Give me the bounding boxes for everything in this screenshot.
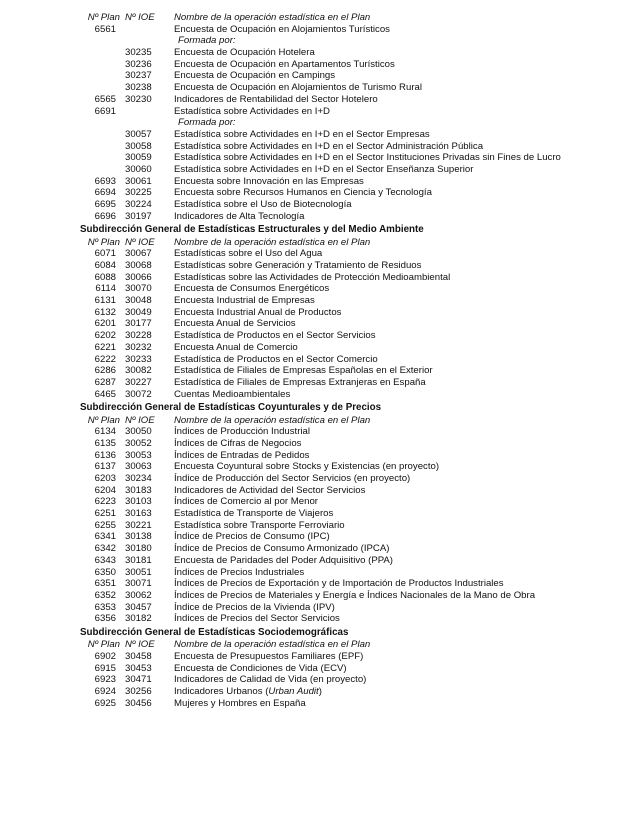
formed-by-label-row bbox=[0, 117, 642, 129]
plan-number: 6131 bbox=[94, 295, 116, 307]
operation-name-text: Estadísticas sobre el Uso del Agua bbox=[174, 248, 323, 260]
operation-name-text: Indicadores de Calidad de Vida (en proyecto) bbox=[174, 674, 367, 686]
plan-number: 6353 bbox=[94, 601, 116, 613]
operation-name-text: Cuentas Medioambientales bbox=[174, 388, 291, 400]
ioe-number: 30070 bbox=[125, 283, 152, 295]
ioe-number: 30057 bbox=[125, 128, 152, 140]
operation-name-text: Formada por: bbox=[178, 117, 236, 129]
table-row bbox=[0, 590, 642, 602]
ioe-number: 30050 bbox=[125, 426, 152, 438]
operation-name bbox=[174, 283, 329, 295]
operation-name bbox=[174, 260, 421, 272]
ioe-number: 30471 bbox=[125, 674, 152, 686]
table-row bbox=[0, 438, 642, 450]
plan-number: 6286 bbox=[94, 365, 116, 377]
plan-number: 6925 bbox=[94, 697, 116, 709]
table-row bbox=[0, 129, 642, 141]
operation-name bbox=[174, 426, 310, 438]
table-row bbox=[0, 70, 642, 82]
ioe-number: 30457 bbox=[125, 601, 152, 613]
operation-name bbox=[174, 590, 535, 602]
table-header-row bbox=[0, 237, 642, 249]
operation-name-text: Encuesta de Consumos Energéticos bbox=[174, 283, 330, 295]
ioe-number: 30062 bbox=[125, 589, 152, 601]
table-header-row bbox=[0, 415, 642, 427]
operation-name bbox=[174, 602, 335, 614]
plan-number: 6071 bbox=[94, 248, 116, 260]
operation-name-text: Encuesta sobre Recursos Humanos en Ciencia y Tecnología bbox=[174, 187, 432, 199]
table-row bbox=[0, 508, 642, 520]
operation-name bbox=[174, 211, 305, 223]
table-row bbox=[0, 578, 642, 590]
operation-name bbox=[174, 106, 330, 118]
header-ioe-number: Nº IOE bbox=[125, 12, 155, 23]
operation-name bbox=[174, 651, 363, 663]
operation-name bbox=[174, 578, 504, 590]
operation-name bbox=[174, 567, 304, 579]
plan-number: 6902 bbox=[94, 650, 116, 662]
ioe-number: 30458 bbox=[125, 650, 152, 662]
operation-name-text: Estadística sobre Actividades en I+D en el Sector Empresas bbox=[174, 128, 430, 140]
operation-name bbox=[174, 176, 364, 188]
table-row bbox=[0, 295, 642, 307]
table-row bbox=[0, 520, 642, 532]
operation-name bbox=[174, 129, 430, 141]
operation-name bbox=[174, 365, 433, 377]
operation-name bbox=[174, 686, 322, 698]
table-row bbox=[0, 330, 642, 342]
plan-number: 6084 bbox=[94, 260, 116, 272]
plan-number: 6343 bbox=[94, 554, 116, 566]
table-row bbox=[0, 283, 642, 295]
table-row bbox=[0, 82, 642, 94]
ioe-number: 30052 bbox=[125, 437, 152, 449]
plan-number: 6565 bbox=[94, 93, 116, 105]
ioe-number: 30068 bbox=[125, 260, 152, 272]
operation-name bbox=[174, 543, 389, 555]
section-title: Subdirección General de Estadísticas Coyunturales y de Precios bbox=[80, 402, 382, 414]
operation-name-text: Índice de Precios de Consumo (IPC) bbox=[174, 531, 330, 543]
table-row bbox=[0, 698, 642, 710]
table-row bbox=[0, 602, 642, 614]
operation-name bbox=[174, 342, 298, 354]
operation-name-text: Índices de Precios del Sector Servicios bbox=[174, 613, 340, 625]
plan-number: 6696 bbox=[94, 210, 116, 222]
plan-number: 6203 bbox=[94, 473, 116, 485]
header-ioe-number: Nº IOE bbox=[125, 639, 155, 651]
operation-name bbox=[174, 141, 483, 153]
ioe-number: 30183 bbox=[125, 484, 152, 496]
operation-name-text: Encuesta de Ocupación Hotelera bbox=[174, 47, 315, 59]
section-title: Subdirección General de Estadísticas Sociodemográficas bbox=[80, 626, 349, 638]
ioe-number: 30256 bbox=[125, 686, 152, 698]
table-row bbox=[0, 365, 642, 377]
plan-number: 6287 bbox=[94, 376, 116, 388]
plan-number: 6088 bbox=[94, 271, 116, 283]
operation-name-text: Encuesta de Paridades del Poder Adquisitivo (PPA) bbox=[174, 554, 394, 566]
ioe-number: 30227 bbox=[125, 376, 152, 388]
header-operation-name: Nombre de la operación estadística en el Plan bbox=[174, 12, 371, 23]
plan-number: 6561 bbox=[94, 23, 116, 35]
header-ioe-number: Nº IOE bbox=[125, 414, 155, 426]
table-row bbox=[0, 24, 642, 36]
operation-name-text: Estadística sobre Transporte Ferroviario bbox=[174, 519, 345, 531]
ioe-number: 30060 bbox=[125, 163, 152, 175]
operation-name-text: Encuesta de Ocupación en Alojamientos Turísticos bbox=[174, 23, 390, 35]
operation-name-text: Índice de Precios de Consumo Armonizado (IPCA) bbox=[174, 543, 390, 555]
operation-name-text: Estadística sobre Actividades en I+D en el Sector Instituciones Privadas sin Fines de Lucro bbox=[174, 152, 561, 164]
plan-number: 6114 bbox=[95, 283, 116, 295]
table-row bbox=[0, 47, 642, 59]
operation-name bbox=[174, 272, 450, 284]
ioe-number: 30082 bbox=[125, 365, 152, 377]
table-row bbox=[0, 307, 642, 319]
operation-name bbox=[174, 354, 378, 366]
table-row bbox=[0, 461, 642, 473]
ioe-number: 30237 bbox=[125, 70, 152, 82]
operation-name-text: Índices de Producción Industrial bbox=[174, 426, 310, 438]
operation-name-text: Indicadores de Actividad del Sector Servicios bbox=[174, 484, 366, 496]
ioe-number: 30051 bbox=[125, 566, 152, 578]
plan-number: 6351 bbox=[94, 578, 116, 590]
ioe-number: 30233 bbox=[125, 353, 152, 365]
table-row bbox=[0, 426, 642, 438]
ioe-number: 30232 bbox=[125, 341, 152, 353]
operation-name bbox=[174, 187, 432, 199]
table-header-row bbox=[0, 639, 642, 651]
operation-name bbox=[174, 82, 422, 94]
plan-number: 6693 bbox=[94, 175, 116, 187]
ioe-number: 30235 bbox=[125, 47, 152, 59]
table-row bbox=[0, 651, 642, 663]
header-operation-name: Nombre de la operación estadística en el Plan bbox=[174, 236, 371, 248]
table-row bbox=[0, 272, 642, 284]
ioe-number: 30181 bbox=[125, 554, 152, 566]
operation-name-text: Índices de Comercio al por Menor bbox=[174, 496, 318, 508]
operation-name-text: Encuesta de Presupuestos Familiares (EPF) bbox=[174, 650, 364, 662]
ioe-number: 30456 bbox=[125, 697, 152, 709]
operation-name bbox=[174, 70, 335, 82]
plan-number: 6350 bbox=[94, 566, 116, 578]
ioe-number: 30228 bbox=[125, 330, 152, 342]
operation-name bbox=[174, 613, 340, 625]
ioe-number: 30067 bbox=[125, 248, 152, 260]
table-row bbox=[0, 211, 642, 223]
operation-name bbox=[174, 531, 330, 543]
operation-name bbox=[174, 47, 315, 59]
operation-name-text: Estadística de Productos en el Sector Comercio bbox=[174, 353, 378, 365]
operation-name-text: Estadística sobre Actividades en I+D en el Sector Administración Pública bbox=[174, 140, 484, 152]
ioe-number: 30197 bbox=[125, 210, 152, 222]
operation-name bbox=[174, 377, 426, 389]
operation-name bbox=[174, 94, 378, 106]
operation-name bbox=[174, 24, 390, 36]
operation-name bbox=[174, 438, 301, 450]
table-row bbox=[0, 450, 642, 462]
operation-name-text: Encuesta Industrial de Empresas bbox=[174, 295, 315, 307]
operation-name-text: Indicadores de Alta Tecnología bbox=[174, 210, 305, 222]
plan-number: 6251 bbox=[94, 508, 116, 520]
ioe-number: 30066 bbox=[125, 271, 152, 283]
operation-name bbox=[174, 461, 439, 473]
operation-name bbox=[174, 152, 561, 164]
plan-number: 6201 bbox=[94, 318, 116, 330]
operation-name-text: Estadística de Transporte de Viajeros bbox=[174, 508, 334, 520]
operation-name-text: Encuesta Industrial Anual de Productos bbox=[174, 306, 342, 318]
plan-number: 6694 bbox=[94, 187, 116, 199]
operation-name bbox=[174, 330, 376, 342]
table-row bbox=[0, 342, 642, 354]
plan-number: 6915 bbox=[94, 662, 116, 674]
ioe-number: 30053 bbox=[125, 449, 152, 461]
ioe-number: 30234 bbox=[125, 473, 152, 485]
ioe-number: 30071 bbox=[125, 578, 152, 590]
section-title: Subdirección General de Estadísticas Estructurales y del Medio Ambiente bbox=[80, 224, 424, 236]
table-row bbox=[0, 164, 642, 176]
operation-name bbox=[174, 555, 393, 567]
operation-name-text: Encuesta Anual de Comercio bbox=[174, 341, 298, 353]
table-row bbox=[0, 377, 642, 389]
plan-number: 6134 bbox=[94, 426, 116, 438]
operation-name-text: Formada por: bbox=[178, 35, 236, 47]
plan-number: 6132 bbox=[94, 306, 116, 318]
table-row bbox=[0, 686, 642, 698]
ioe-number: 30182 bbox=[125, 613, 152, 625]
ioe-number: 30236 bbox=[125, 58, 152, 70]
operation-name-text: Encuesta de Condiciones de Vida (ECV) bbox=[174, 662, 347, 674]
operation-name-text: Índices de Cifras de Negocios bbox=[174, 437, 302, 449]
plan-number: 6695 bbox=[94, 199, 116, 210]
header-operation-name: Nombre de la operación estadística en el Plan bbox=[174, 639, 371, 651]
operation-name-tail: ) bbox=[318, 686, 322, 698]
operation-name-text: Mujeres y Hombres en España bbox=[174, 697, 306, 709]
ioe-number: 30180 bbox=[125, 543, 152, 555]
table-row bbox=[0, 531, 642, 543]
operation-name-text: Estadísticas sobre las Actividades de Protección Medioambiental bbox=[174, 271, 451, 283]
operation-name-text: Índice de Precios de la Vivienda (IPV) bbox=[174, 601, 335, 613]
ioe-number: 30230 bbox=[125, 93, 152, 105]
table-row bbox=[0, 187, 642, 199]
ioe-number: 30238 bbox=[125, 82, 152, 94]
operation-name-text: Estadística de Filiales de Empresas Extranjeras en España bbox=[174, 376, 426, 388]
ioe-number: 30224 bbox=[125, 199, 152, 210]
header-plan-number: Nº Plan bbox=[87, 12, 120, 23]
plan-number: 6135 bbox=[94, 437, 116, 449]
operation-name bbox=[174, 59, 395, 71]
operation-name-text: Índices de Precios de Exportación y de Importación de Productos Industriales bbox=[174, 578, 504, 590]
formed-by-label-row bbox=[0, 35, 642, 47]
operation-name bbox=[174, 520, 345, 532]
operation-name-text: Índices de Entradas de Pedidos bbox=[174, 449, 310, 461]
operation-name-text: Encuesta de Ocupación en Campings bbox=[174, 70, 336, 82]
ioe-number: 30221 bbox=[125, 519, 152, 531]
operation-name bbox=[174, 389, 290, 401]
table-row bbox=[0, 248, 642, 260]
plan-number: 6137 bbox=[94, 461, 116, 473]
ioe-number: 30063 bbox=[125, 461, 152, 473]
table-row bbox=[0, 674, 642, 686]
operation-name-text: Índice de Producción del Sector Servicios (en proyecto) bbox=[174, 473, 411, 485]
plan-number: 6691 bbox=[94, 105, 116, 117]
table-row bbox=[0, 59, 642, 71]
table-row bbox=[0, 485, 642, 497]
operation-name-text: Estadística de Productos en el Sector Servicios bbox=[174, 330, 376, 342]
operation-name-text: Indicadores de Rentabilidad del Sector Hotelero bbox=[174, 93, 378, 105]
header-ioe-number: Nº IOE bbox=[125, 236, 155, 248]
table-row bbox=[0, 473, 642, 485]
header-operation-name: Nombre de la operación estadística en el Plan bbox=[174, 414, 371, 426]
plan-number: 6924 bbox=[94, 686, 116, 698]
header-plan-number: Nº Plan bbox=[87, 414, 120, 426]
table-row bbox=[0, 543, 642, 555]
plan-number: 6352 bbox=[94, 589, 116, 601]
table-row bbox=[0, 176, 642, 188]
table-row bbox=[0, 389, 642, 401]
plan-number: 6221 bbox=[94, 341, 116, 353]
table-row bbox=[0, 567, 642, 579]
table-row bbox=[0, 496, 642, 508]
table-row bbox=[0, 555, 642, 567]
plan-number: 6223 bbox=[94, 496, 116, 508]
plan-number: 6202 bbox=[94, 330, 116, 342]
operation-name-text: Encuesta de Ocupación en Apartamentos Turísticos bbox=[174, 58, 395, 70]
plan-number: 6204 bbox=[94, 484, 116, 496]
operation-name bbox=[174, 496, 318, 508]
statistics-operations-list bbox=[0, 12, 642, 709]
operation-name bbox=[174, 199, 352, 211]
plan-number: 6222 bbox=[94, 353, 116, 365]
operation-name-text: Estadísticas sobre Generación y Tratamiento de Residuos bbox=[174, 260, 422, 272]
operation-name bbox=[174, 473, 410, 485]
plan-number: 6255 bbox=[94, 519, 116, 531]
operation-name-text: Índices de Precios de Materiales y Energía e Índices Nacionales de la Mano de Obra bbox=[174, 589, 536, 601]
header-plan-number: Nº Plan bbox=[87, 639, 120, 651]
ioe-number: 30059 bbox=[125, 152, 152, 164]
operation-name bbox=[174, 485, 365, 497]
operation-name bbox=[174, 508, 333, 520]
header-plan-number: Nº Plan bbox=[87, 236, 120, 248]
ioe-number: 30072 bbox=[125, 388, 152, 400]
operation-name-text: Índices de Precios Industriales bbox=[174, 566, 305, 578]
operation-name-text: Encuesta de Ocupación en Alojamientos de Turismo Rural bbox=[174, 82, 422, 94]
ioe-number: 30058 bbox=[125, 140, 152, 152]
operation-name bbox=[174, 248, 322, 260]
operation-name-text: Estadística sobre Actividades en I+D bbox=[174, 105, 330, 117]
table-row bbox=[0, 141, 642, 153]
operation-name bbox=[174, 295, 315, 307]
operation-name-text: Encuesta Anual de Servicios bbox=[174, 318, 296, 330]
operation-name bbox=[174, 698, 306, 710]
ioe-number: 30138 bbox=[125, 531, 152, 543]
ioe-number: 30453 bbox=[125, 662, 152, 674]
table-header-row bbox=[0, 12, 642, 24]
table-row bbox=[0, 354, 642, 366]
plan-number: 6356 bbox=[94, 613, 116, 625]
operation-name-text: Estadística sobre Actividades en I+D en el Sector Enseñanza Superior bbox=[174, 163, 474, 175]
ioe-number: 30103 bbox=[125, 496, 152, 508]
table-row bbox=[0, 106, 642, 118]
operation-name bbox=[174, 307, 341, 319]
ioe-number: 30177 bbox=[125, 318, 152, 330]
operation-name-text: Encuesta Coyuntural sobre Stocks y Existencias (en proyecto) bbox=[174, 461, 440, 473]
plan-number: 6136 bbox=[94, 449, 116, 461]
operation-name-emphasis: Urban Audit bbox=[268, 686, 319, 698]
plan-number: 6465 bbox=[94, 388, 116, 400]
ioe-number: 30163 bbox=[125, 508, 152, 520]
operation-name-text: Indicadores Urbanos ( bbox=[174, 686, 269, 698]
operation-name bbox=[174, 674, 366, 686]
plan-number: 6341 bbox=[94, 531, 116, 543]
table-row bbox=[0, 152, 642, 164]
operation-name-text: Estadística de Filiales de Empresas Españolas en el Exterior bbox=[174, 365, 433, 377]
ioe-number: 30225 bbox=[125, 187, 152, 199]
operation-name-text: Estadística sobre el Uso de Biotecnología bbox=[174, 199, 352, 210]
plan-number: 6923 bbox=[94, 674, 116, 686]
operation-name bbox=[174, 663, 347, 675]
operation-name bbox=[174, 450, 309, 462]
operation-name-text: Encuesta sobre Innovación en las Empresas bbox=[174, 175, 364, 187]
plan-number: 6342 bbox=[94, 543, 116, 555]
ioe-number: 30049 bbox=[125, 306, 152, 318]
table-row bbox=[0, 663, 642, 675]
ioe-number: 30048 bbox=[125, 295, 152, 307]
operation-name bbox=[174, 318, 296, 330]
operation-name bbox=[178, 35, 236, 47]
table-row bbox=[0, 94, 642, 106]
table-row bbox=[0, 199, 642, 211]
operation-name bbox=[174, 164, 473, 176]
table-row bbox=[0, 260, 642, 272]
table-row bbox=[0, 613, 642, 625]
table-row bbox=[0, 318, 642, 330]
ioe-number: 30061 bbox=[125, 175, 152, 187]
operation-name bbox=[178, 117, 236, 129]
